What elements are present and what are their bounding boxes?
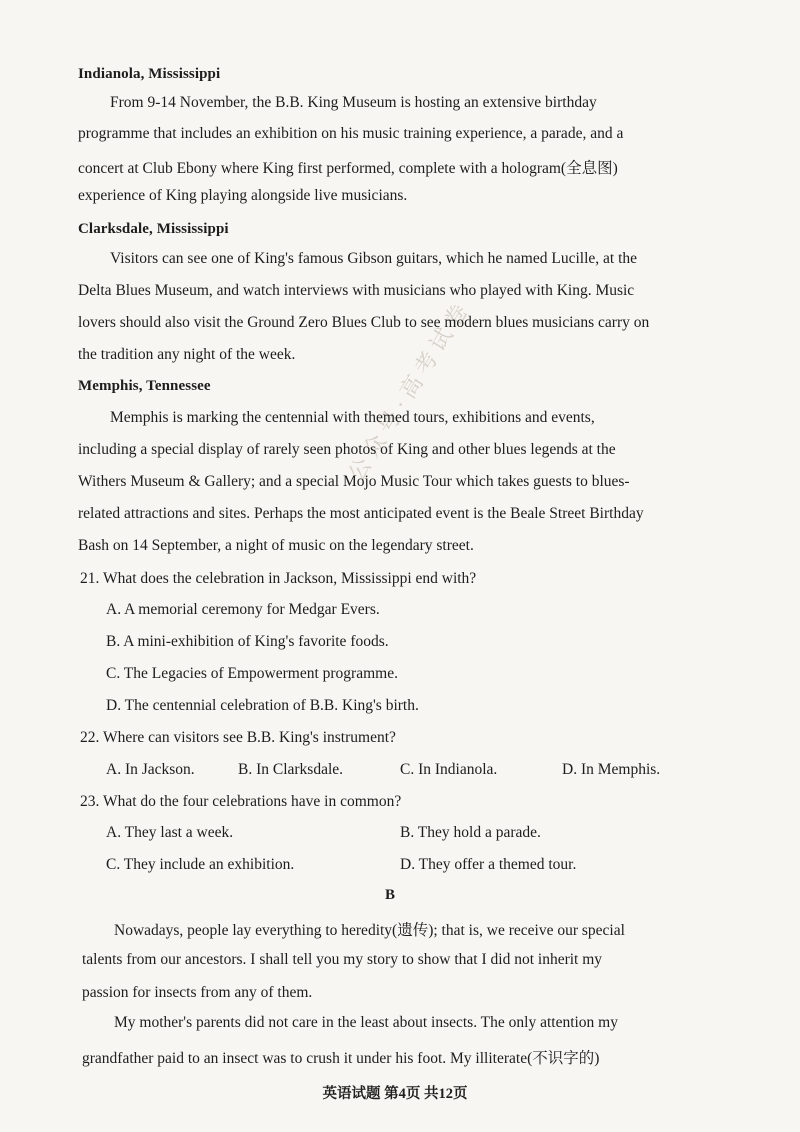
question-23: 23. What do the four celebrations have in common? xyxy=(80,793,402,810)
text-line: grandfather paid to an insect was to crush it under his foot. My illiterate(不识字的) xyxy=(82,1050,600,1067)
question-21-option-d: D. The centennial celebration of B.B. King's birth. xyxy=(106,697,419,714)
text-line: the tradition any night of the week. xyxy=(78,346,296,363)
text-line: Withers Museum & Gallery; and a special Mojo Music Tour which takes guests to blues- xyxy=(78,473,630,490)
question-22-option-b: B. In Clarksdale. xyxy=(238,761,344,778)
text-line: Memphis is marking the centennial with themed tours, exhibitions and events, xyxy=(110,409,595,426)
question-23-option-d: D. They offer a themed tour. xyxy=(400,856,577,873)
text-line: Delta Blues Museum, and watch interviews with musicians who played with King. Music xyxy=(78,282,635,299)
text-line: passion for insects from any of them. xyxy=(82,984,313,1001)
section-heading-indianola: Indianola, Mississippi xyxy=(78,66,221,82)
question-21: 21. What does the celebration in Jackson, Mississippi end with? xyxy=(80,570,477,587)
text-line: Visitors can see one of King's famous Gibson guitars, which he named Lucille, at the xyxy=(110,250,638,267)
text-line: talents from our ancestors. I shall tell you my story to show that I did not inherit my xyxy=(82,951,603,968)
question-23-option-c: C. They include an exhibition. xyxy=(106,856,295,873)
text-line: My mother's parents did not care in the least about insects. The only attention my xyxy=(114,1014,618,1031)
question-23-option-a: A. They last a week. xyxy=(106,824,234,841)
question-21-option-c: C. The Legacies of Empowerment programme. xyxy=(106,665,398,682)
text-line: Bash on 14 September, a night of music on the legendary street. xyxy=(78,537,474,554)
question-23-option-b: B. They hold a parade. xyxy=(400,824,541,841)
question-22-option-c: C. In Indianola. xyxy=(400,761,498,778)
text-line: lovers should also visit the Ground Zero Blues Club to see modern blues musicians carry on xyxy=(78,314,650,331)
text-line: experience of King playing alongside live musicians. xyxy=(78,187,408,204)
section-heading-clarksdale: Clarksdale, Mississippi xyxy=(78,221,229,237)
text-line: including a special display of rarely seen photos of King and other blues legends at the xyxy=(78,441,616,458)
question-21-option-a: A. A memorial ceremony for Medgar Evers. xyxy=(106,601,380,618)
text-line: programme that includes an exhibition on his music training experience, a parade, and a xyxy=(78,125,624,142)
page-footer: 英语试题 第4页 共12页 xyxy=(322,1086,468,1102)
text-line: Nowadays, people lay everything to heredity(遗传); that is, we receive our special xyxy=(114,922,625,939)
question-22: 22. Where can visitors see B.B. King's instrument? xyxy=(80,729,396,746)
question-22-option-d: D. In Memphis. xyxy=(562,761,661,778)
section-label-b: B xyxy=(384,887,395,903)
question-21-option-b: B. A mini-exhibition of King's favorite foods. xyxy=(106,633,389,650)
watermark: 公众号·高考试卷 xyxy=(343,294,476,486)
text-line: From 9-14 November, the B.B. King Museum is hosting an extensive birthday xyxy=(110,94,597,111)
text-line: related attractions and sites. Perhaps the most anticipated event is the Beale Street Birthday xyxy=(78,505,644,522)
text-line: concert at Club Ebony where King first performed, complete with a hologram(全息图) xyxy=(78,160,618,177)
section-heading-memphis: Memphis, Tennessee xyxy=(78,378,211,394)
question-22-option-a: A. In Jackson. xyxy=(106,761,195,778)
